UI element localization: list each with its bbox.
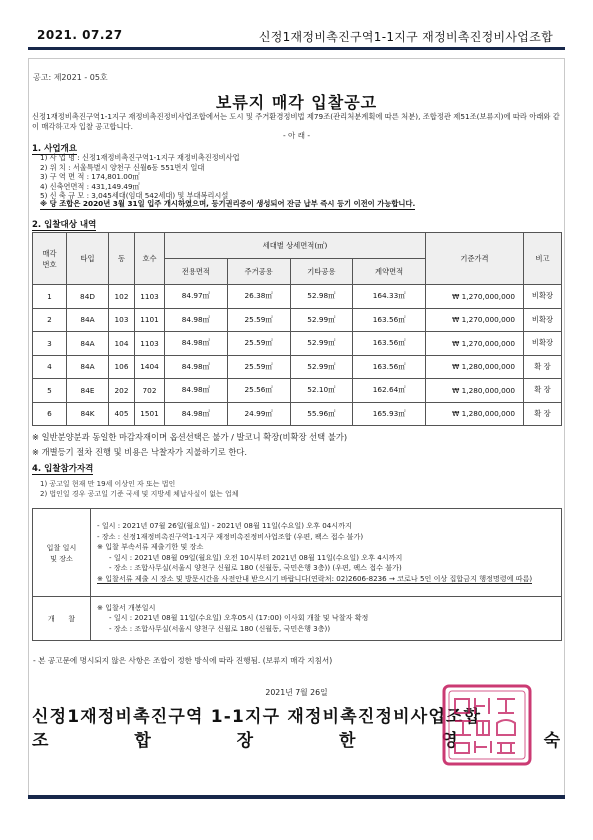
cell-dong: 102 <box>109 285 135 309</box>
col-header-exclusive: 전용면적 <box>165 259 228 285</box>
cell-type: 84D <box>67 285 109 309</box>
table-row <box>33 379 562 403</box>
cell-remark: 확 장 <box>524 379 562 403</box>
col-header-ho: 호수 <box>135 233 165 285</box>
col-header-other-common: 기타공용 <box>290 259 353 285</box>
cell-exclusive: 84.98㎡ <box>165 402 228 426</box>
table-note: ※ 일반분양분과 동일한 마감자재이며 옵션선택은 불가 / 발코니 확장(비확장 선택 불가) <box>32 432 348 442</box>
cell-residential-common: 25.59㎡ <box>227 308 290 332</box>
cell-no: 6 <box>33 402 67 426</box>
schedule-line: ※ 입찰서류 제출 시 장소 및 방문시간을 사전안내 받으시기 바랍니다(연락처: 02)2606-8236 → 코로나 5인 이상 집합금지 행정명령에 따름) <box>97 573 533 583</box>
cell-type: 84K <box>67 402 109 426</box>
project-overview-list <box>40 153 240 201</box>
eligibility-item: 2) 법인일 경우 공고일 기준 국세 및 지방세 체납사실이 없는 업체 <box>40 489 239 498</box>
header-org-name: 신정1재정비촉진구역1-1지구 재정비촉진정비사업조합 <box>258 30 553 44</box>
cell-ho: 702 <box>135 379 165 403</box>
col-header-residential-common: 주거공용 <box>227 259 290 285</box>
cell-no: 1 <box>33 285 67 309</box>
cell-dong: 106 <box>109 355 135 379</box>
document-title: 보류지 매각 입찰공고 <box>215 93 378 112</box>
cell-residential-common: 24.99㎡ <box>227 402 290 426</box>
eligibility-item: 1) 공고일 현재 만 19세 이상인 자 또는 법인 <box>40 480 176 488</box>
cell-contract: 163.56㎡ <box>353 355 426 379</box>
cell-remark: 확 장 <box>524 355 562 379</box>
cell-type: 84A <box>67 355 109 379</box>
footer-rule <box>28 795 565 799</box>
signature-char: 한 <box>338 731 356 751</box>
section-2-heading: 2. 입찰대상 내역 <box>32 220 97 230</box>
col-header-dong: 동 <box>109 233 135 285</box>
header-date: 2021. 07.27 <box>37 28 123 42</box>
cell-other-common: 52.99㎡ <box>290 308 353 332</box>
bid-items-table <box>32 232 562 426</box>
cell-remark: 비확장 <box>524 332 562 356</box>
col-header-type: 타입 <box>67 233 109 285</box>
eligibility-list <box>40 480 239 499</box>
cell-other-common: 55.96㎡ <box>290 402 353 426</box>
cell-dong: 202 <box>109 379 135 403</box>
cell-no: 4 <box>33 355 67 379</box>
cell-residential-common: 25.59㎡ <box>227 332 290 356</box>
table-row <box>33 285 562 309</box>
col-header-contract: 계약면적 <box>353 259 426 285</box>
intro-paragraph: 신정1재정비촉진구역1-1지구 재정비촉진정비사업조합에서는 도시 및 주거환경정비법 제79조(관리처분계획에 따른 처분), 조합정관 제51조(보류지)에 따라 아래와 같이 매각하고자 입찰 공고합니다. <box>32 112 560 131</box>
below-marker: - 아 래 - <box>282 131 311 140</box>
schedule-line: - 장소 : 조합사무실(서울시 양천구 신월로 180 (신월동, 국민은행 3층)) (우편, 팩스 접수 불가) <box>109 563 402 572</box>
table-note: ※ 개별등기 절차 진행 및 비용은 낙찰자가 지불하기로 한다. <box>32 447 248 457</box>
cell-dong: 104 <box>109 332 135 356</box>
cell-remark: 확 장 <box>524 402 562 426</box>
cell-no: 2 <box>33 308 67 332</box>
table-row <box>33 308 562 332</box>
table-row <box>33 332 562 356</box>
cell-price: ₩ 1,280,000,000 <box>426 379 524 403</box>
section-4-heading: 4. 입찰참가자격 <box>32 464 94 474</box>
cell-contract: 162.64㎡ <box>353 379 426 403</box>
schedule-row-bidding <box>33 509 562 597</box>
schedule-line: - 장소 : 조합사무실(서울시 양천구 신월로 180 (신월동, 국민은행 3층)) <box>109 623 331 633</box>
cell-contract: 164.33㎡ <box>353 285 426 309</box>
col-header-price: 기준가격 <box>426 233 524 285</box>
schedule-line: ※ 입찰서 개봉일시 <box>97 602 156 612</box>
schedule-line: - 일시 : 2021년 08월 09일(월요일) 오전 10시부터 2021년 08월 11일(수요일) 오후 4시까지 <box>109 552 403 562</box>
col-header-area-group: 세대별 상세면적(㎡) <box>165 233 426 259</box>
schedule-label-bidding: 입찰 일시 및 장소 <box>33 509 91 597</box>
col-header-no: 매각 번호 <box>33 233 67 285</box>
cell-price: ₩ 1,280,000,000 <box>426 402 524 426</box>
cell-contract: 163.56㎡ <box>353 332 426 356</box>
cell-contract: 163.56㎡ <box>353 308 426 332</box>
cell-residential-common: 26.38㎡ <box>227 285 290 309</box>
schedule-body-bidding <box>91 509 562 597</box>
cell-exclusive: 84.98㎡ <box>165 355 228 379</box>
signature-char: 합 <box>134 731 151 751</box>
cell-ho: 1501 <box>135 402 165 426</box>
cell-remark: 비확장 <box>524 308 562 332</box>
cell-price: ₩ 1,270,000,000 <box>426 332 524 356</box>
cell-residential-common: 25.56㎡ <box>227 379 290 403</box>
schedule-line: - 일시 : 2021년 08월 11일(수요일) 오후05시 (17:00) 이사회 개찰 및 낙찰자 확정 <box>109 613 369 623</box>
page-header <box>0 0 593 50</box>
signature-char: 장 <box>236 731 254 751</box>
schedule-line: - 장소 : 신정1재정비촉진구역1-1지구 재정비촉진정비사업조합 (우편, 팩스 접수 불가) <box>97 531 364 541</box>
overview-item: 2) 위 치 : 서울특별시 양천구 신월6동 551번지 일대 <box>40 162 205 172</box>
header-rule <box>28 47 565 50</box>
signature-char: 숙 <box>543 731 560 751</box>
cell-price: ₩ 1,270,000,000 <box>426 285 524 309</box>
cell-exclusive: 84.98㎡ <box>165 379 228 403</box>
cell-exclusive: 84.98㎡ <box>165 308 228 332</box>
closing-note: - 본 공고문에 명시되지 않은 사항은 조합이 정한 방식에 따라 진행됨. (보류지 매각 지침서) <box>33 656 333 665</box>
cell-dong: 405 <box>109 402 135 426</box>
table-notes <box>32 430 347 460</box>
schedule-table <box>32 508 562 641</box>
cell-ho: 1101 <box>135 308 165 332</box>
cell-exclusive: 84.98㎡ <box>165 332 228 356</box>
col-header-remark: 비고 <box>524 233 562 285</box>
overview-item: 1) 사 업 명 : 신정1재정비촉진구역1-1지구 재정비촉진정비사업 <box>40 153 240 162</box>
table-row <box>33 402 562 426</box>
cell-type: 84A <box>67 308 109 332</box>
cell-type: 84A <box>67 332 109 356</box>
cell-other-common: 52.98㎡ <box>290 285 353 309</box>
cell-other-common: 52.10㎡ <box>290 379 353 403</box>
table-row <box>33 355 562 379</box>
cell-ho: 1404 <box>135 355 165 379</box>
cell-no: 5 <box>33 379 67 403</box>
schedule-line: ※ 입찰 부속서류 제출기한 및 장소 <box>97 542 204 551</box>
cell-other-common: 52.99㎡ <box>290 355 353 379</box>
notice-number: 공고: 제2021 - 05호 <box>33 73 108 82</box>
cell-type: 84E <box>67 379 109 403</box>
signature-date: 2021년 7월 26일 <box>265 688 328 697</box>
schedule-label-opening: 개 찰 <box>33 597 91 641</box>
cell-no: 3 <box>33 332 67 356</box>
official-seal-stamp <box>441 683 533 767</box>
signature-char: 영 <box>441 731 458 751</box>
cell-other-common: 52.99㎡ <box>290 332 353 356</box>
signature-char: 조 <box>32 731 49 751</box>
schedule-row-opening <box>33 597 562 641</box>
schedule-body-opening <box>91 597 562 641</box>
cell-contract: 165.93㎡ <box>353 402 426 426</box>
cell-price: ₩ 1,280,000,000 <box>426 355 524 379</box>
overview-item: 4) 신축연면적 : 431,149.49㎡ <box>40 181 140 191</box>
signature-org: 신정1재정비촉진구역 1-1지구 재정비촉진정비사업조합 <box>32 707 482 727</box>
move-in-notice: ※ 당 조합은 2020년 3월 31일 입주 개시하였으며, 등기권리증이 생성되어 잔금 납부 즉시 등기 이전이 가능합니다. <box>40 199 416 208</box>
overview-item: 5) 신 축 규 모 : 3,045세대(임대 542세대) 및 부대복리시설 <box>40 191 229 200</box>
cell-price: ₩ 1,270,000,000 <box>426 308 524 332</box>
cell-residential-common: 25.59㎡ <box>227 355 290 379</box>
cell-dong: 103 <box>109 308 135 332</box>
schedule-line: - 일시 : 2021년 07월 26일(월요일) - 2021년 08월 11일(수요일) 오후 04시까지 <box>97 521 352 530</box>
overview-item: 3) 구 역 면 적 : 174,801.00㎡ <box>40 172 140 181</box>
cell-ho: 1103 <box>135 332 165 356</box>
cell-exclusive: 84.97㎡ <box>165 285 228 309</box>
cell-ho: 1103 <box>135 285 165 309</box>
section-1-heading: 1. 사업개요 <box>32 144 77 154</box>
cell-remark: 비확장 <box>524 285 562 309</box>
